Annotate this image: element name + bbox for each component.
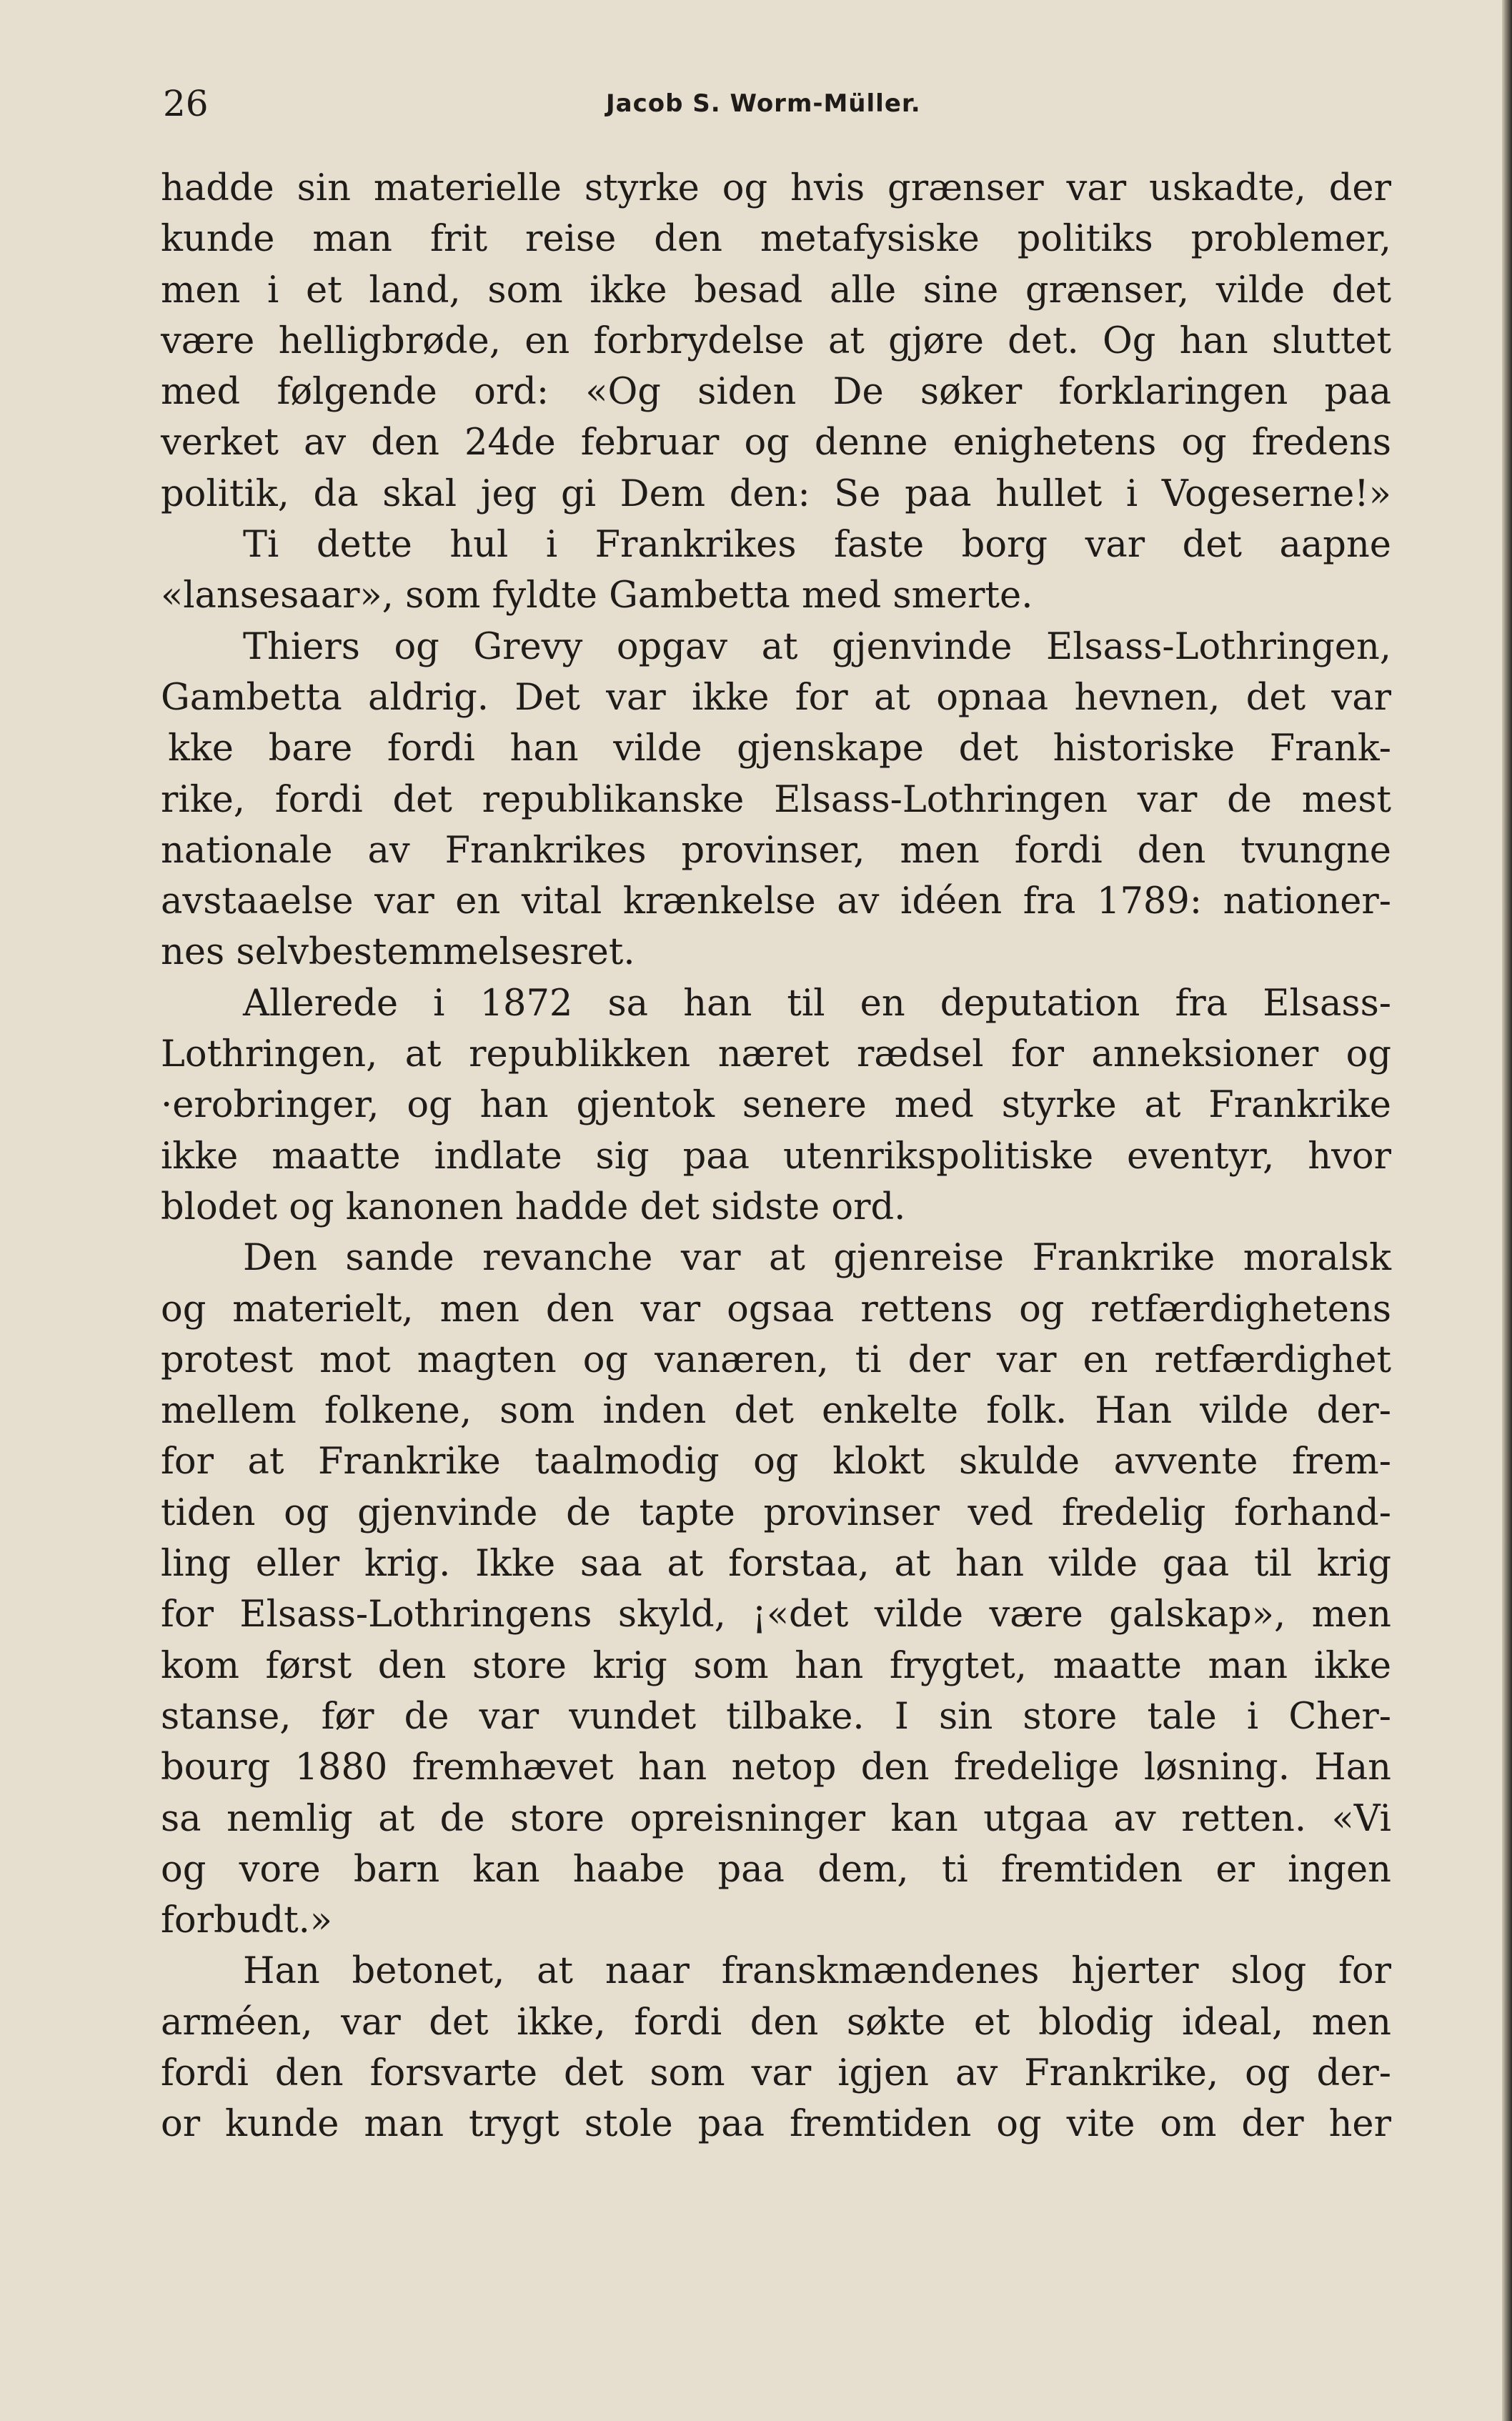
text-line: ikke maatte indlate sig paa utenrikspolitiske eventyr, hvor [161,1135,1391,1178]
text-line: sa nemlig at de store opreisninger kan utgaa av retten. «Vi [161,1797,1391,1840]
text-line: verket av den 24de februar og denne enighetens og fredens [161,422,1391,464]
page-number: 26 [163,83,209,124]
text-line: nationale av Frankrikes provinser, men fordi den tvungne [161,829,1391,872]
paragraph-start-line: Ti dette hul i Frankrikes faste borg var det aapne [243,524,1391,567]
text-line: rike, fordi det republikanske Elsass-Lothringen var de mest [161,778,1391,821]
text-line: kke bare fordi han vilde gjenskape det historiske Frank- [168,727,1391,770]
text-line: politik, da skal jeg gi Dem den: Se paa hullet i Vogeserne!» [161,472,1391,515]
paragraph-start-line: Den sande revanche var at gjenreise Frankrike moralsk [243,1237,1391,1280]
text-line: Lothringen, at republikken næret rædsel for anneksioner og [161,1033,1391,1076]
text-line: hadde sin materielle styrke og hvis grænser var uskadte, der [161,167,1391,209]
paragraph-end-line: blodet og kanonen hadde det sidste ord. [161,1185,906,1228]
text-line: mellem folkene, som inden det enkelte folk. Han vilde der- [161,1390,1391,1433]
text-line: fordi den forsvarte det som var igjen av Frankrike, og der- [161,2052,1391,2094]
paragraph-end-line: «lansesaar», som fyldte Gambetta med smerte. [161,575,1033,617]
text-line: arméen, var det ikke, fordi den søkte et blodig ideal, men [161,2001,1391,2044]
text-line: stanse, før de var vundet tilbake. I sin store tale i Cher- [161,1695,1391,1738]
paragraph-start-line: Thiers og Grevy opgav at gjenvinde Elsass-Lothringen, [243,625,1391,668]
text-line: med følgende ord: «Og siden De søker forklaringen paa [161,371,1391,414]
body-text [161,163,1391,2150]
text-line: or kunde man trygt stole paa fremtiden og vite om der her [161,2103,1391,2146]
text-line: og materielt, men den var ogsaa rettens og retfærdighetens [161,1288,1391,1331]
text-line: avstaaelse var en vital krænkelse av idéen fra 1789: nationer- [161,880,1391,923]
paragraph-end-line: nes selvbestemmelsesret. [161,931,635,974]
text-line: for Elsass-Lothringens skyld, ¡«det vilde være galskap», men [161,1594,1391,1636]
text-line: men i et land, som ikke besad alle sine grænser, vilde det [161,269,1391,312]
text-line: ·erobringer, og han gjentok senere med styrke at Frankrike [161,1084,1391,1127]
text-line: Gambetta aldrig. Det var ikke for at opnaa hevnen, det var [161,676,1391,719]
paragraph-end-line: forbudt.» [161,1899,333,1942]
text-line: for at Frankrike taalmodig og klokt skulde avvente frem- [161,1441,1391,1483]
running-head-author: Jacob S. Worm-Müller. [606,89,921,118]
paragraph-start-line: Allerede i 1872 sa han til en deputation fra Elsass- [243,982,1391,1025]
text-line: være helligbrøde, en forbrydelse at gjøre det. Og han sluttet [161,319,1391,362]
paragraph-start-line: Han betonet, at naar franskmændenes hjerter slog for [243,1950,1391,1993]
text-line: ling eller krig. Ikke saa at forstaa, at han vilde gaa til krig [161,1543,1391,1586]
text-line: og vore barn kan haabe paa dem, ti fremtiden er ingen [161,1848,1391,1891]
running-head [163,75,1378,132]
text-line: kom først den store krig som han frygtet, maatte man ikke [161,1644,1391,1687]
text-line: kunde man frit reise den metafysiske politiks problemer, [161,218,1391,261]
text-line: protest mot magten og vanæren, ti der var en retfærdighet [161,1338,1391,1381]
text-line: tiden og gjenvinde de tapte provinser ved fredelig forhand- [161,1491,1391,1534]
text-line: bourg 1880 fremhævet han netop den fredelige løsning. Han [161,1746,1391,1789]
page-edge-shadow [1502,0,1512,2421]
